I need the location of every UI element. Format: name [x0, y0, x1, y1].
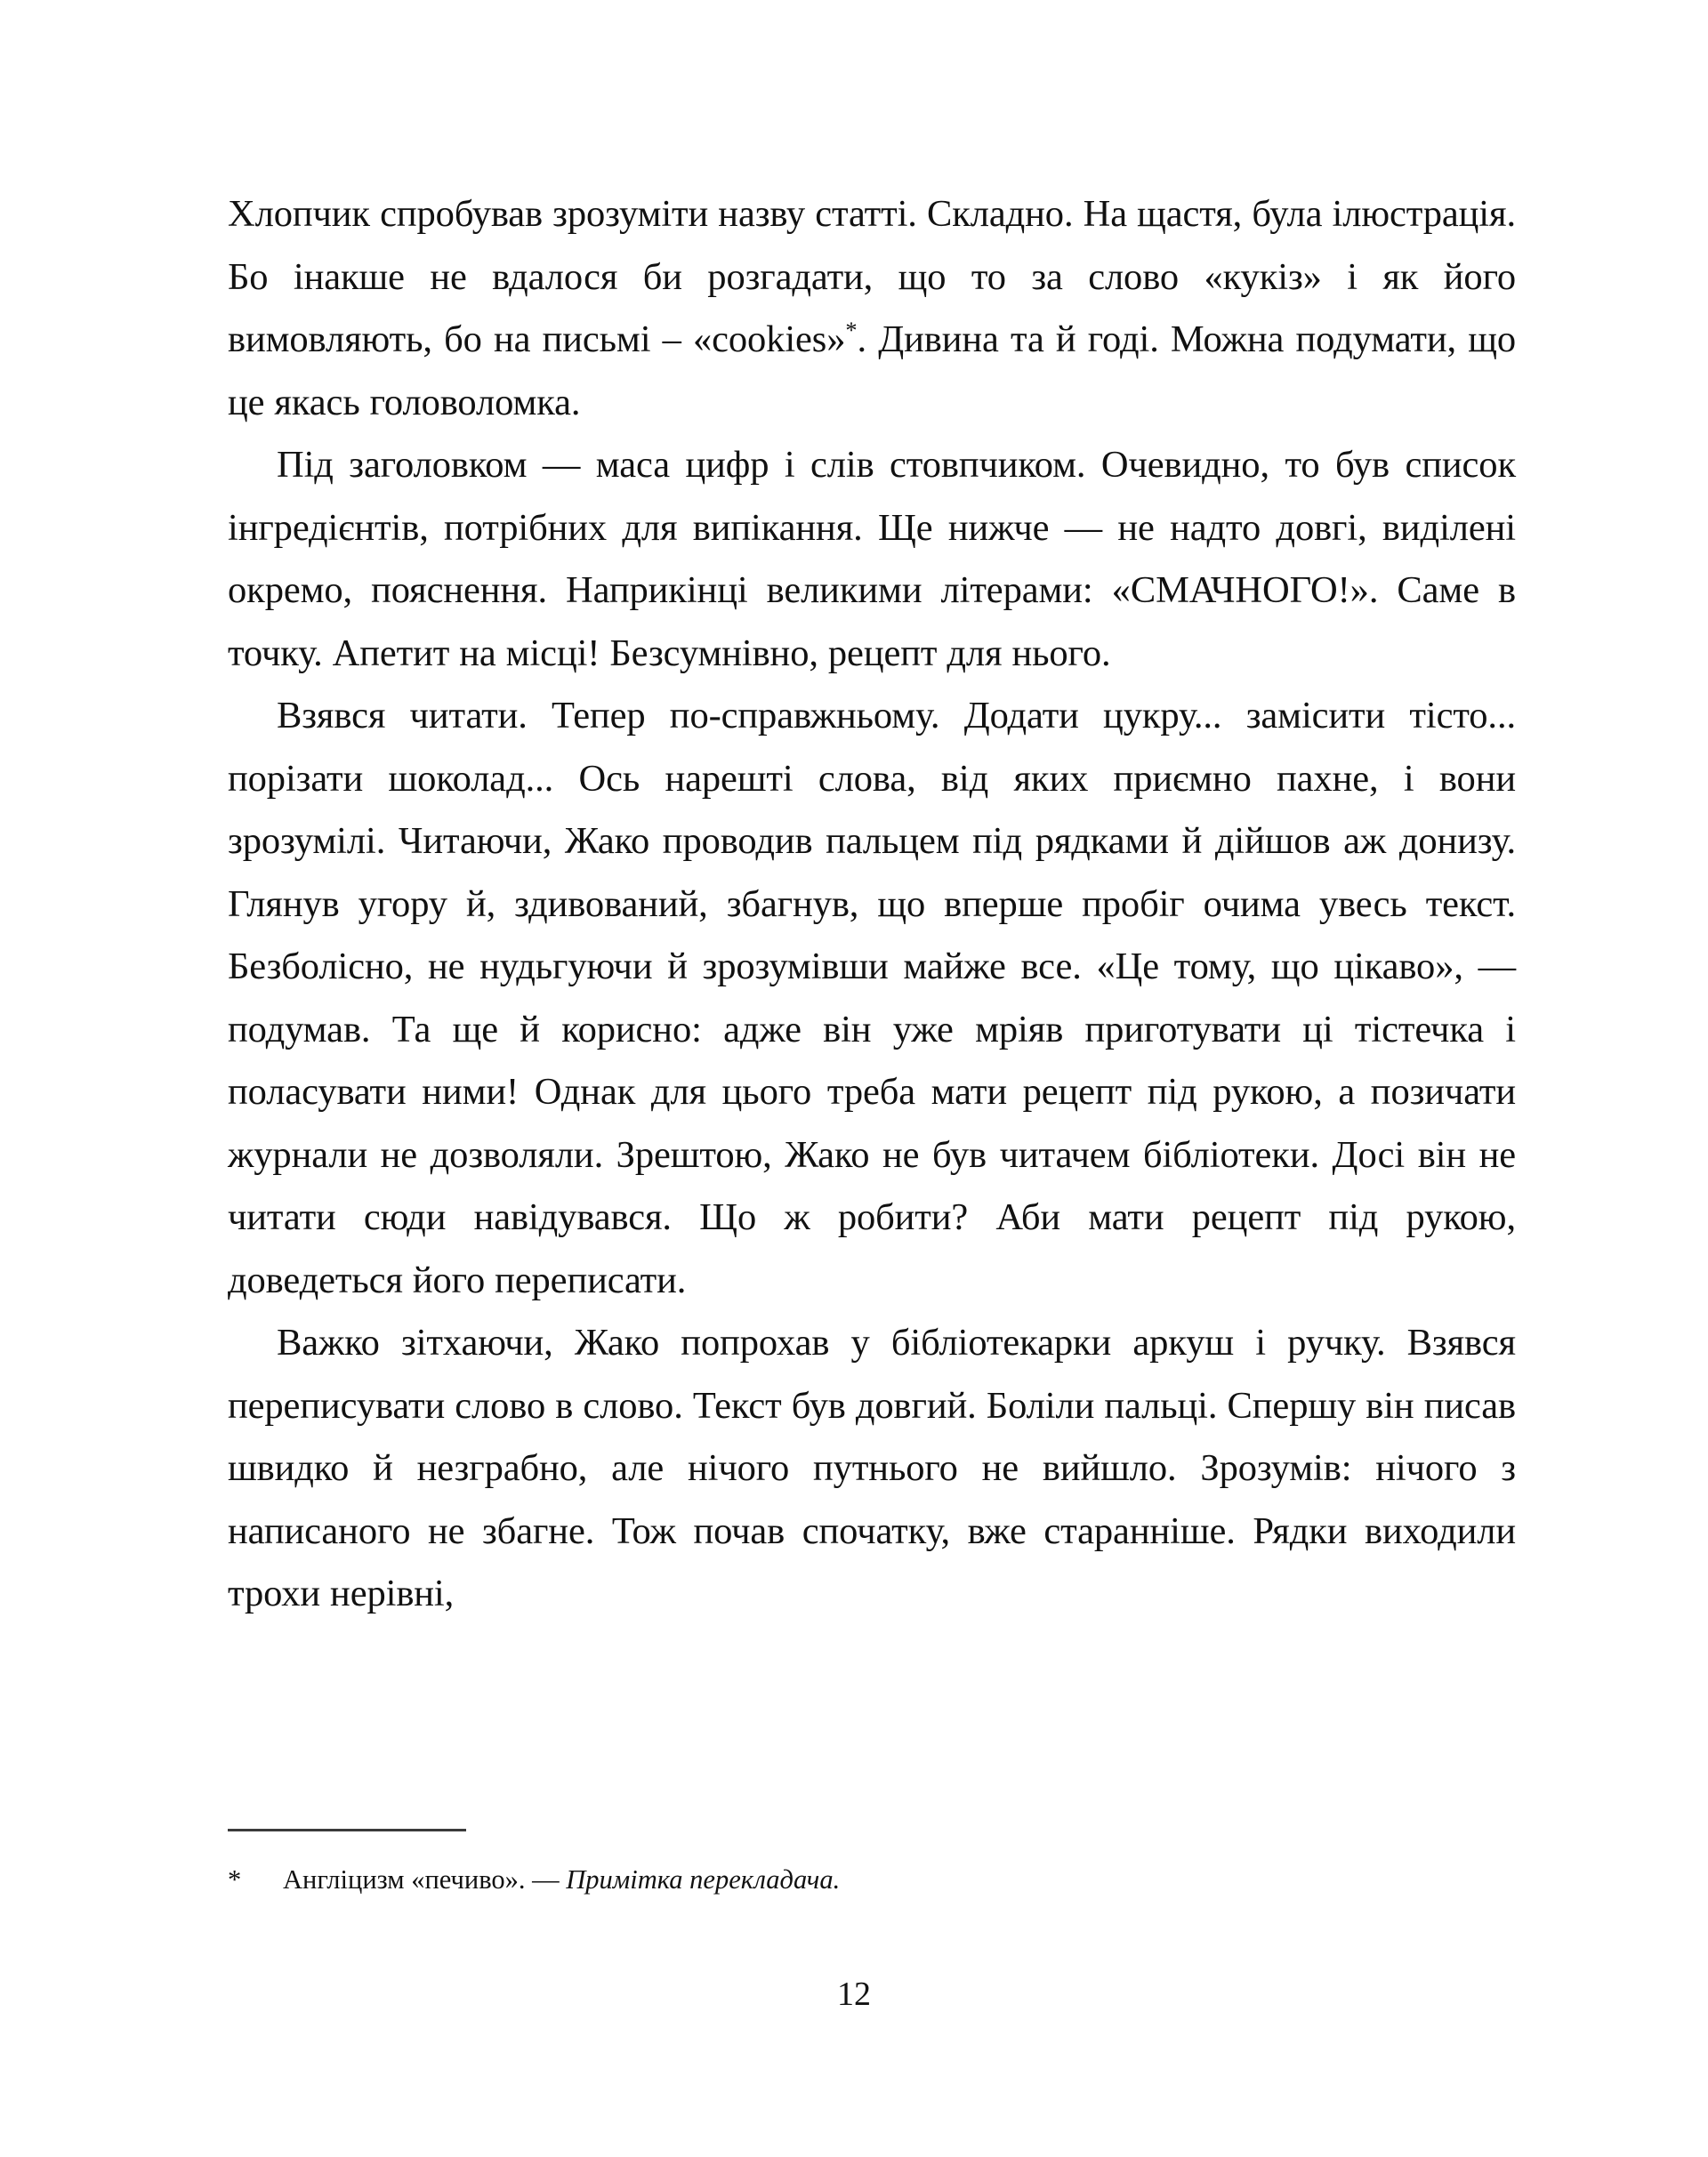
page-number: 12 [837, 1976, 871, 2013]
body-text-column [228, 183, 1516, 1626]
footnote-line [228, 1862, 1516, 1897]
footnote-text-plain: Англіцизм «печиво». — [283, 1864, 567, 1895]
paragraph-2: Під заголовком — маса цифр і слів стовпчиком. Очевидно, то був список інгредієнтів, потрібних для випікання. Ще нижче — не надто довгі, виділені окремо, пояснення. Наприкінці великими літерами: «СМАЧНОГО!». Саме в точку. Апетит на місці! Безсумнівно, рецепт для нього. [228, 444, 1516, 674]
footnote-separator-rule [228, 1829, 466, 1831]
footnote-text [283, 1862, 1516, 1897]
paragraph-4: Важко зітхаючи, Жако попрохав у бібліотекарки аркуш і ручку. Взявся переписувати слово в слово. Текст був довгий. Боліли пальці. Спершу він писав швидко й незграбно, але нічого путнього не вийшло. Зрозумів: нічого з написаного не збагне. Тож почав спочатку, вже старанніше. Рядки виходили трохи нерівні, [228, 1322, 1516, 1614]
footnote-marker: * [228, 1864, 242, 1895]
paragraph-1-text-before-marker: Хлопчик спробував зрозуміти назву статті. Складно. На щастя, була ілюстрація. Бо інакше не вдалося би розгадати, що то за слово «кукіз» і як його вимовляють, бо на письмі – «cookies» [228, 193, 1516, 360]
footnote-block [228, 1829, 1516, 1897]
footnote-reference-marker[interactable]: * [845, 317, 858, 343]
paragraph-3: Взявся читати. Тепер по-справжньому. Додати цукру... замісити тісто... порізати шоколад... Ось нарешті слова, від яких приємно пахне, і вони зрозумілі. Читаючи, Жако проводив пальцем під рядками й дійшов аж донизу. Глянув угору й, здивований, збагнув, що вперше пробіг очима увесь текст. Безболісно, не нудьгуючи й зрозумівши майже все. «Це тому, що цікаво», — подумав. Та ще й корисно: адже він уже мріяв приготувати ці тістечка і поласувати ними! Однак для цього треба мати рецепт під рукою, а позичати журнали не дозволяли. Зрештою, Жако не був читачем бібліотеки. Досі він не читати сюди навідувався. Що ж робити? Аби мати рецепт під рукою, доведеться його переписати. [228, 695, 1516, 1301]
paragraph-1-text-after-marker: . Дивина та й годі. Можна подумати, що це якась головоломка. [228, 318, 1516, 423]
footnote-text-italic: Примітка перекладача. [566, 1864, 841, 1895]
paragraph-1 [228, 183, 1516, 434]
